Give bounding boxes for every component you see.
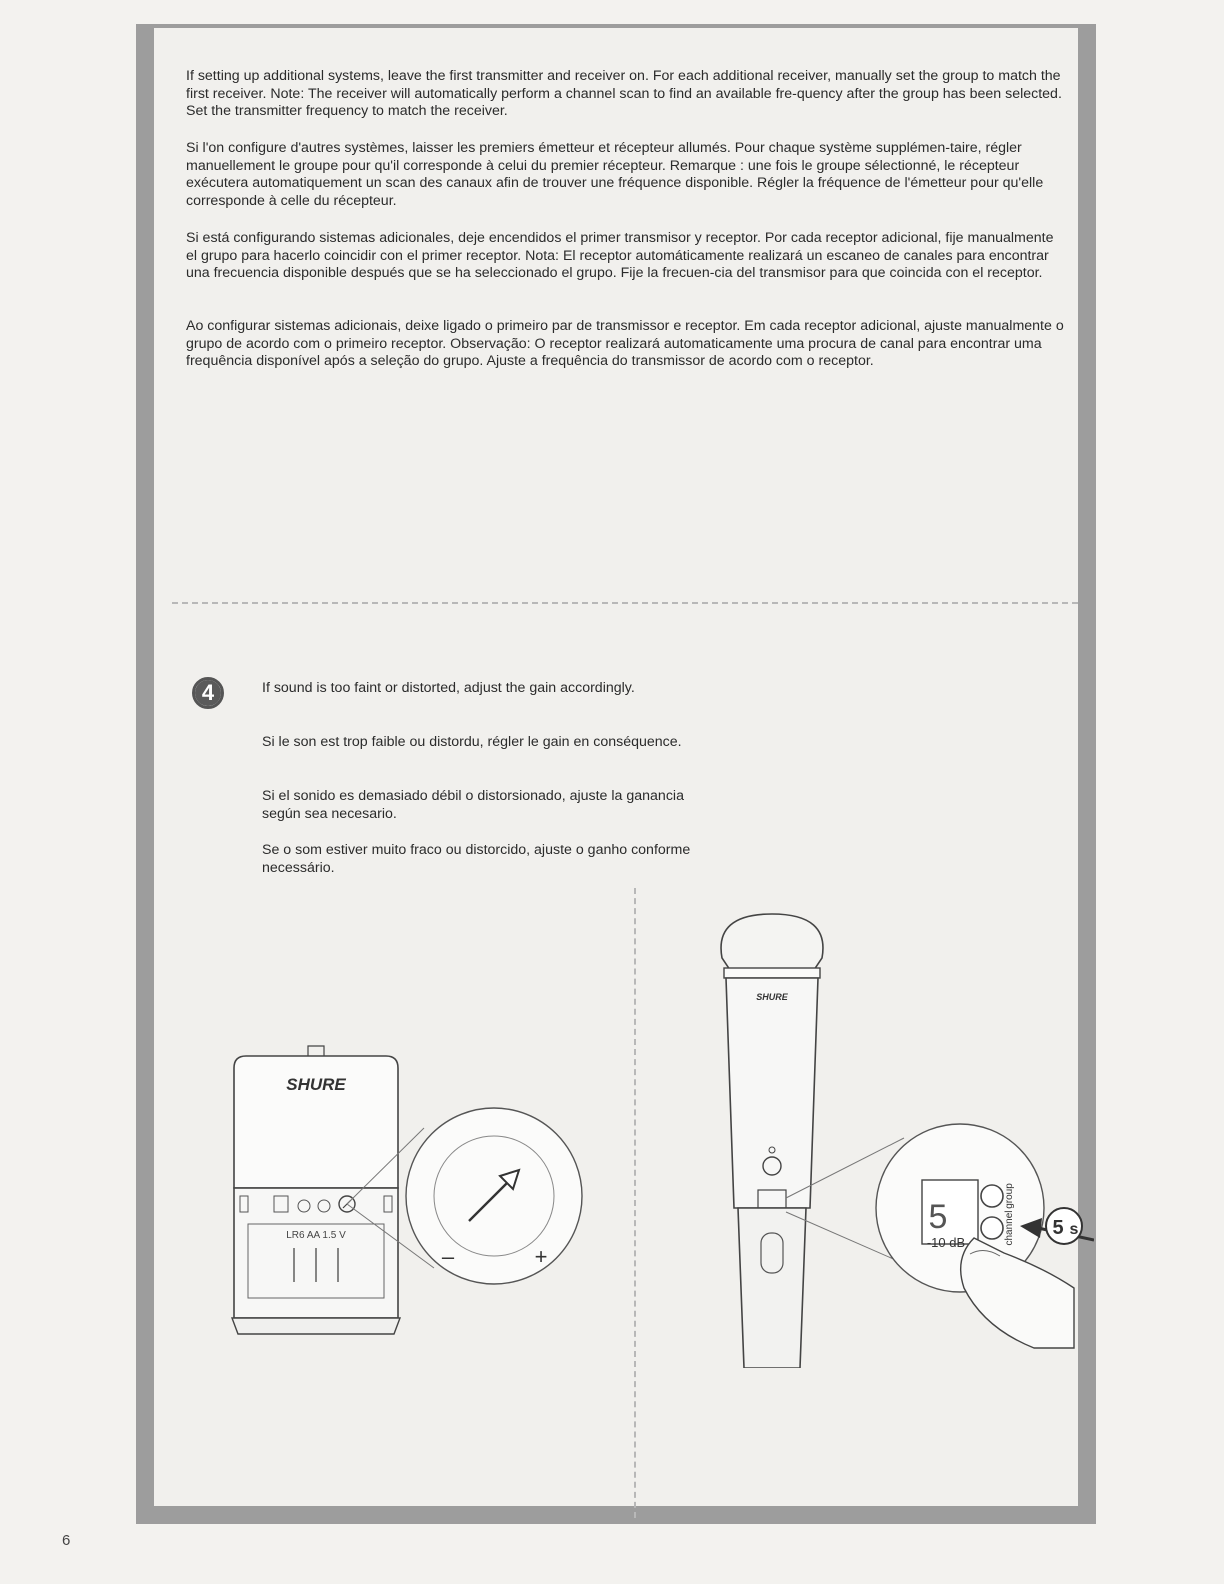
handheld-brand: SHURE <box>756 992 788 1002</box>
page-number: 6 <box>62 1532 71 1549</box>
bodypack-illustration <box>204 1038 624 1338</box>
step-text-en: If sound is too faint or distorted, adjust the gain accordingly. <box>262 680 635 696</box>
page-frame <box>136 24 1096 1524</box>
step-text-es: Si el sonido es demasiado débil o distorsionado, ajuste la ganancia según sea necesario. <box>262 788 684 822</box>
step-text-fr: Si le son est trop faible ou distordu, régler le gain en conséquence. <box>262 734 682 750</box>
vertical-dashed-divider <box>634 888 636 1518</box>
bodypack-brand: SHURE <box>286 1075 346 1094</box>
content-panel <box>154 28 1078 1506</box>
paragraph-es: Si está configurando sistemas adicionales, deje encendidos el primer transmisor y receptor. Por cada receptor adicional, fije manualmente el grupo para hacerlo coincidir con el primer receptor. Nota: El receptor automáticamente realizará un escaneo de canales para encontrar una frecuencia disponible después que se ha seleccionado el grupo. Fije la frecuen-cia del transmisor para que coincida con el receptor. <box>186 230 1054 282</box>
display-gain-value: -10 dB <box>926 1235 966 1250</box>
mic-grille <box>721 914 823 970</box>
channel-button[interactable] <box>981 1217 1003 1239</box>
paragraph-en: If setting up additional systems, leave the first transmitter and receiver on. For each additional receiver, manually set the group to match the first receiver. Note: The receiver will automatically perform a channel scan to find an available fre-quency after the group has been selected. Set the transmitter frequency to match the receiver. <box>186 68 1062 120</box>
hold-time-unit: s <box>1069 1221 1079 1238</box>
battery-label: LR6 AA 1.5 V <box>286 1230 346 1241</box>
dashed-divider <box>172 602 1078 604</box>
step-text-pt: Se o som estiver muito fraco ou distorcido, ajuste o ganho conforme necessário. <box>262 842 691 876</box>
step-number: 4 <box>195 680 221 706</box>
group-button-label: group <box>1004 1183 1015 1209</box>
handheld-mic-illustration <box>654 908 1094 1368</box>
paragraph-fr: Si l'on configure d'autres systèmes, laisser les premiers émetteur et récepteur allumés. Pour chaque système supplémen-taire, régler manuellement le groupe pour qu'il corresponde à celui du premier récepteur. Remarque : une fois le groupe sélectionné, le récepteur exécutera automatiquement un scan des canaux afin de trouver une fréquence disponible. Régler la fréquence de l'émetteur pour qu'elle corresponde à celle du récepteur. <box>186 140 1044 209</box>
group-button[interactable] <box>981 1185 1003 1207</box>
gain-minus-label: – <box>441 1244 455 1269</box>
gain-plus-label: + <box>534 1244 548 1269</box>
channel-button-label: channel <box>1004 1210 1015 1246</box>
display-channel-digit: 5 <box>928 1198 948 1236</box>
step-number-badge <box>192 677 224 709</box>
hold-time-value: 5 <box>1052 1217 1064 1239</box>
paragraph-pt: Ao configurar sistemas adicionais, deixe ligado o primeiro par de transmissor e receptor. Em cada receptor adicional, ajuste manualmente o grupo de acordo com o primeiro receptor. Observação: O receptor realizará automaticamente uma procura de canal para encontrar uma frequência disponível após a seleção do grupo. Ajuste a frequência do transmissor de acordo com o receptor. <box>186 318 1064 370</box>
